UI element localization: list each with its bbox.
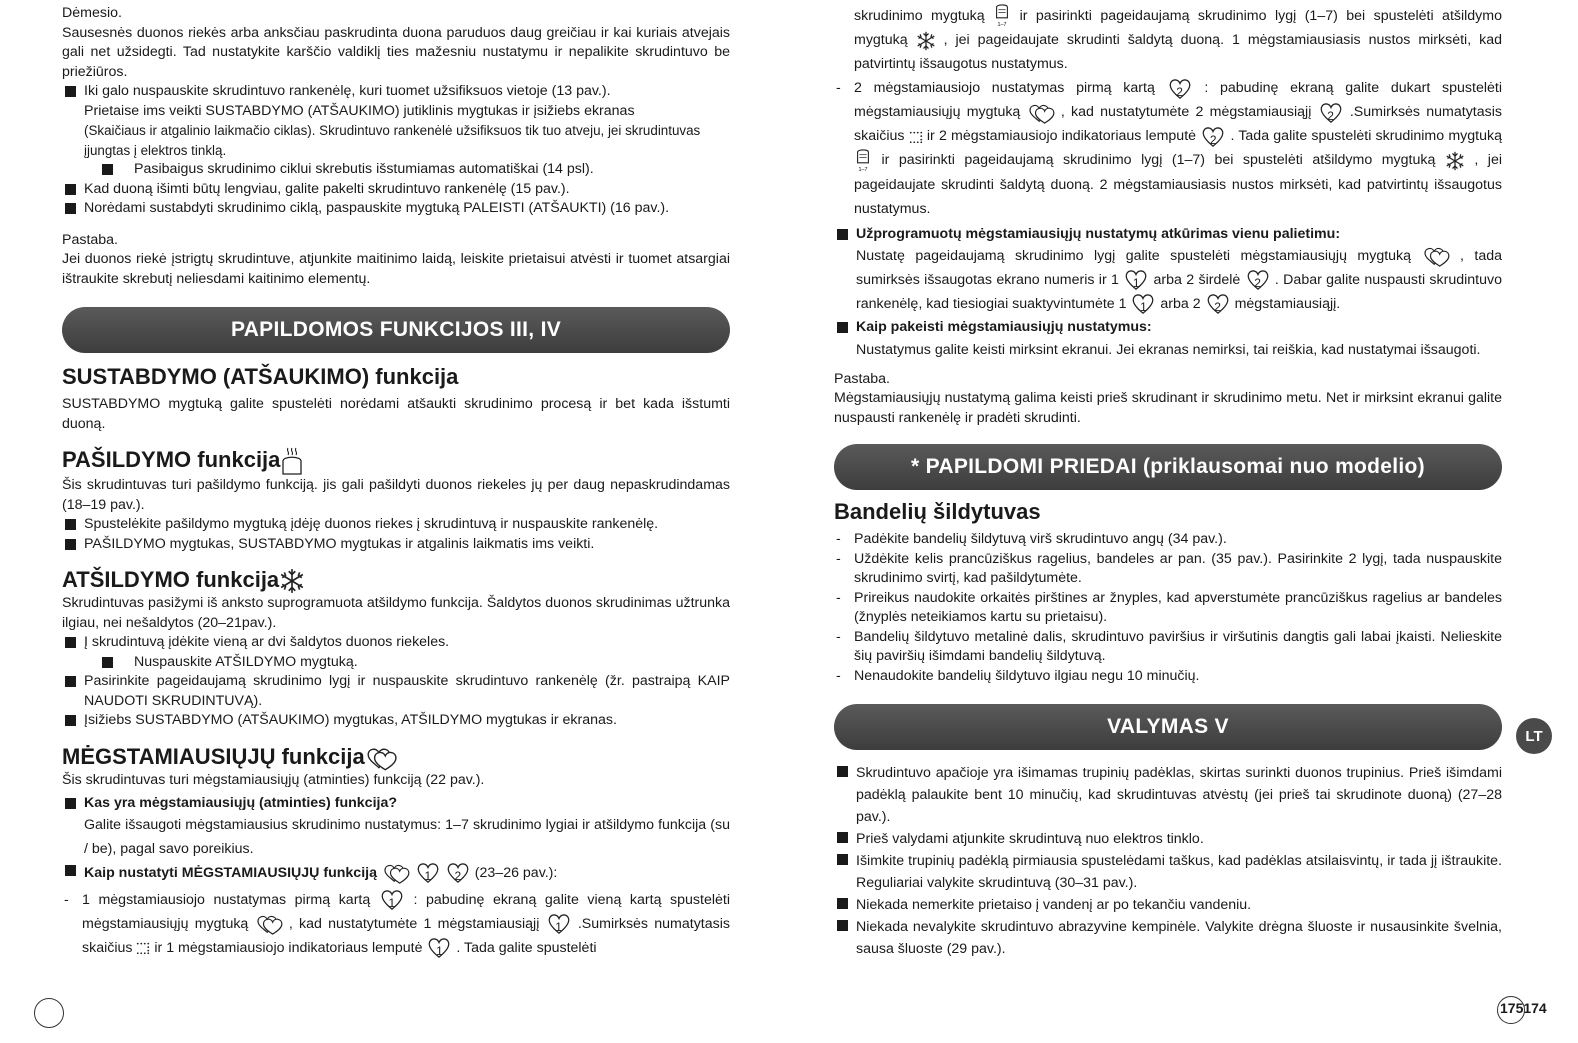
snowflake-icon xyxy=(1445,151,1465,171)
list-item: - Prireikus naudokite orkaitės pirštines ar žnyples, kad apverstumėte prancūziškus ragelius ar bandeles (žnyplės neteikiamos kartu su prietaisu). xyxy=(834,589,1502,628)
heart-1-icon: 1 xyxy=(546,913,572,935)
page-number-circle-left xyxy=(34,998,64,1028)
list-item: Norėdami sustabdyti skrudinimo ciklą, paspauskite mygtuką PALEISTI (ATŠAUKTI) (16 pav.). xyxy=(62,199,730,219)
heart-1-icon: 1 xyxy=(415,862,441,884)
list-item: Kaip nustatyti MĖGSTAMIAUSIŲJŲ funkciją 1 2 (23–26 pav.): xyxy=(62,861,730,885)
list-item: Niekada nemerkite prietaiso į vandenį ar po tekančiu vandeniu. xyxy=(834,894,1502,916)
heading-favorites-function: MĖGSTAMIAUSIŲJŲ funkcija xyxy=(62,743,730,771)
heart-1-icon: 1 xyxy=(426,937,452,959)
toast-level-icon xyxy=(854,149,872,173)
number-dots-icon xyxy=(909,130,923,144)
sub-list-item: Nuspauskite ATŠILDYMO mygtuką. xyxy=(62,653,730,673)
heart-1-icon: 1 xyxy=(1123,269,1149,291)
list-item-continuation: Prietaise ims veikti SUSTABDYMO (ATŠAUKIMO) jutiklinis mygtukas ir įsižiebs ekranas xyxy=(84,102,635,119)
heart-2-icon: 2 xyxy=(445,862,471,884)
caution-title: Dėmesio. xyxy=(62,5,122,21)
warm-text: Šis skrudintuvas turi pašildymo funkciją. jis gali pašildyti duonos riekeles jų per daug nepaskrudindamas (18–19 pav.). xyxy=(62,477,730,513)
left-column xyxy=(62,4,730,960)
list-item: Kaip pakeisti mėgstamiausiųjų nustatymus: xyxy=(834,318,1502,338)
list-item: Įsižiebs SUSTABDYMO (ATŠAUKIMO) mygtukas, ATŠILDYMO mygtukas ir ekranas. xyxy=(62,711,730,731)
defrost-text: Skrudintuvas pasižymi iš anksto suprogramuota atšildymo funkcija. Šaldytos duonos skrudinimas užtrunka ilgiau, nei nešaldytos (20–21pav.). xyxy=(62,595,730,631)
section-banner-cleaning: VALYMAS V xyxy=(834,704,1502,750)
page-numbers: 175174 xyxy=(1500,1000,1547,1016)
heart-2-icon: 2 xyxy=(1318,102,1344,124)
list-item: Užprogramuotų mėgstamiausiųjų nustatymų atkūrimas vienu palietimu: xyxy=(834,225,1502,245)
favorites-heart-icon xyxy=(1422,245,1450,267)
list-item: Spustelėkite pašildymo mygtuką įdėję duonos riekes į skrudintuvą ir nuspauskite rankenėlę. xyxy=(62,515,730,535)
list-item: Išimkite trupinių padėklą pirmiausia spustelėdami taškus, kad padėklas atsilaisvintų, ir tada jį ištraukite. Reguliariai valykite skrudintuvą (30–31 pav.). xyxy=(834,850,1502,894)
heart-2-icon: 2 xyxy=(1167,78,1193,100)
favorites-heart-icon xyxy=(365,745,397,771)
list-item: Iki galo nuspauskite skrudintuvo rankenėlę, kuri tuomet užsifiksuos vietoje (13 pav.). xyxy=(62,82,730,102)
list-item: - 2 mėgstamiausiojo nustatymas pirmą kartą 2 : pabudinę ekraną galite dukart spustelėti mėgstamiausiųjų mygtuką , kad nustatytumėte 2 mėgstamiausiąjį 2 .Sumirksės numatytasis skaičius ir 2 mėgstamiausiojo indikatoriaus lemputė 2 . Tada galite spustelėti skrudinimo mygtuką ir pasirinkti pageidaujamą skrudinimo lygį (1–7) bei spustelėti atšildymo mygtuką , jei pageidaujate skrudinti šaldytą duoną. 2 mėgstamiausiasis nustos mirksėti, kad patvirtintų išsaugotus nustatymus. xyxy=(834,76,1502,220)
list-item: Skrudintuvo apačioje yra išimamas trupinių padėklas, skirtas surinkti duonos trupinius. Prieš išimdami padėklą palaukite bent 10 minučių, kad skrudintuvas atvėstų (jei prieš tai skrudinote duoną) (27–28 pav.). xyxy=(834,762,1502,828)
list-item: Į skrudintuvą įdėkite vieną ar dvi šaldytos duonos riekeles. xyxy=(62,633,730,653)
heart-2-icon: 2 xyxy=(1245,269,1271,291)
section-banner-accessories: * PAPILDOMI PRIEDAI (priklausomai nuo modelio) xyxy=(834,444,1502,490)
change-text: Nustatymus galite keisti mirksint ekranui. Jei ekranas nemirksi, tai reiškia, kad nustatymai išsaugoti. xyxy=(856,341,1481,358)
heart-2-icon: 2 xyxy=(1205,293,1231,315)
favorites-heart-icon xyxy=(381,862,411,884)
heading-bun-warmer: Bandelių šildytuvas xyxy=(834,499,1041,524)
list-item: - 1 mėgstamiausiojo nustatymas pirmą kartą 1 : pabudinę ekraną galite vieną kartą spustelėti mėgstamiausiųjų mygtuką , kad nustatytumėte 1 mėgstamiausiąjį 1 .Sumirksės numatytasis skaičius ir 1 mėgstamiausiojo indikatoriaus lemputė 1 . Tada galite spustelėti xyxy=(62,888,730,960)
list-item: PAŠILDYMO mygtukas, SUSTABDYMO mygtukas ir atgalinis laikmatis ims veikti. xyxy=(62,535,730,555)
snowflake-icon xyxy=(916,31,936,51)
heart-1-icon: 1 xyxy=(379,889,405,911)
list-item: Kad duoną išimti būtų lengviau, galite pakelti skrudintuvo rankenėlę (15 pav.). xyxy=(62,180,730,200)
right-column xyxy=(834,4,1502,960)
list-item: - Bandelių šildytuvo metalinė dalis, skrudintuvo paviršius ir viršutinis dangtis gali labai įkaisti. Nelieskite šių paviršių išimdami bandelių šildytuvą. xyxy=(834,628,1502,667)
note-text: Jei duonos riekė įstrigtų skrudintuve, atjunkite maitinimo laidą, leiskite prietaisui atvėsti ir tuomet atsargiai ištraukite skrebutį neliesdami kaitinimo elementų. xyxy=(62,251,730,287)
list-item-continuation: (Skaičiaus ir atgalinio laikmačio ciklas). Skrudintuvo rankenėlė užsifiksuos tik tuo atveju, jei skrudintuvas įjungtas į elektros tinklą. xyxy=(84,123,701,158)
favorites-heart-icon xyxy=(255,913,283,935)
caution-text: Sausesnės duonos riekės arba anksčiau paskrudinta duona paruduos daug greičiau ir kai kuriais atvejais gali net užsidegti. Tad nustatykite karščio valdiklį ties mažesniu nustatymu ir nepalikite skrudintuvo be priežiūros. xyxy=(62,24,730,80)
list-item: Niekada nevalykite skrudintuvo abrazyvine kempinėle. Valykite drėgna šluoste ir nusausinkite švelnia, sausa šluoste (29 pav.). xyxy=(834,916,1502,960)
toast-level-icon xyxy=(993,4,1011,28)
heart-2-icon: 2 xyxy=(1200,126,1226,148)
heading-stop-function: SUSTABDYMO (ATŠAUKIMO) funkcija xyxy=(62,364,459,389)
favorites-text: Šis skrudintuvas turi mėgstamiausiųjų (atminties) funkciją (22 pav.). xyxy=(62,772,485,789)
list-item: - Padėkite bandelių šildytuvą virš skrudintuvo angų (34 pav.). xyxy=(834,530,1502,550)
reheat-icon xyxy=(280,446,304,476)
list-item: Pasirinkite pageidaujamą skrudinimo lygį ir nuspauskite skrudintuvo rankenėlę (žr. pastraipą KAIP NAUDOTI SKRUDINTUVĄ). xyxy=(62,672,730,711)
list-item: - Uždėkite kelis prancūziškus ragelius, bandeles ar pan. (35 pav.). Pasirinkite 2 lygį, tada nuspauskite skrudinimo svirtį, kad pašildytumėte. xyxy=(834,550,1502,589)
list-item: Kas yra mėgstamiausiųjų (atminties) funkcija? xyxy=(62,794,730,814)
heart-1-icon: 1 xyxy=(1130,293,1156,315)
favorites-heart-icon xyxy=(1027,102,1055,124)
snowflake-icon xyxy=(279,568,305,594)
note-title: Pastaba. xyxy=(62,231,119,248)
language-tab: LT xyxy=(1516,718,1552,754)
sub-list-item: Pasibaigus skrudinimo ciklui skrebutis išstumiamas automatiškai (14 psl). xyxy=(62,160,730,180)
list-item: Prieš valydami atjunkite skrudintuvą nuo elektros tinklo. xyxy=(834,828,1502,850)
favorites-answer: Galite išsaugoti mėgstamiausius skrudinimo nustatymus: 1–7 skrudinimo lygiai ir atšildymo funkcija (su / be), pagal savo poreikius. xyxy=(84,817,730,858)
recall-text: Nustatę pageidaujamą skrudinimo lygį galite spustelėti mėgstamiausiųjų mygtuką , tada sumirksės išsaugotas ekrano numeris ir 1 1 arba 2 širdelė 2 . Dabar galite nuspausti skrudintuvo rankenėlę, kad tiesiogiai suaktyvintumėte 1 1 arba 2 2 mėgstamiausiąjį. xyxy=(834,244,1502,316)
number-dots-icon xyxy=(136,941,150,955)
section-banner-extra-functions: PAPILDOMOS FUNKCIJOS III, IV xyxy=(62,307,730,353)
note-text: Mėgstamiausiųjų nustatymą galima keisti prieš skrudinant ir skrudinimo metu. Net ir mirksint ekranui galite nuspausti rankenėlę ir pradėti skrudinti. xyxy=(834,390,1502,426)
heading-defrost-function: ATŠILDYMO funkcija xyxy=(62,566,730,594)
heading-warm-function: PAŠILDYMO funkcija xyxy=(62,446,730,476)
note-title: Pastaba. xyxy=(834,370,891,387)
list-item-continuation: skrudinimo mygtuką ir pasirinkti pageidaujamą skrudinimo lygį (1–7) bei spustelėti atšildymo mygtuką , jei pageidaujate skrudinti šaldytą duoną. 1 mėgstamiausiasis nustos mirksėti, kad patvirtintų išsaugotus nustatymus. xyxy=(834,4,1502,76)
list-item: - Nenaudokite bandelių šildytuvo ilgiau negu 10 minučių. xyxy=(834,667,1502,687)
stop-text: SUSTABDYMO mygtuką galite spustelėti norėdami atšaukti skrudinimo procesą ir bet kada išstumti duoną. xyxy=(62,396,730,432)
